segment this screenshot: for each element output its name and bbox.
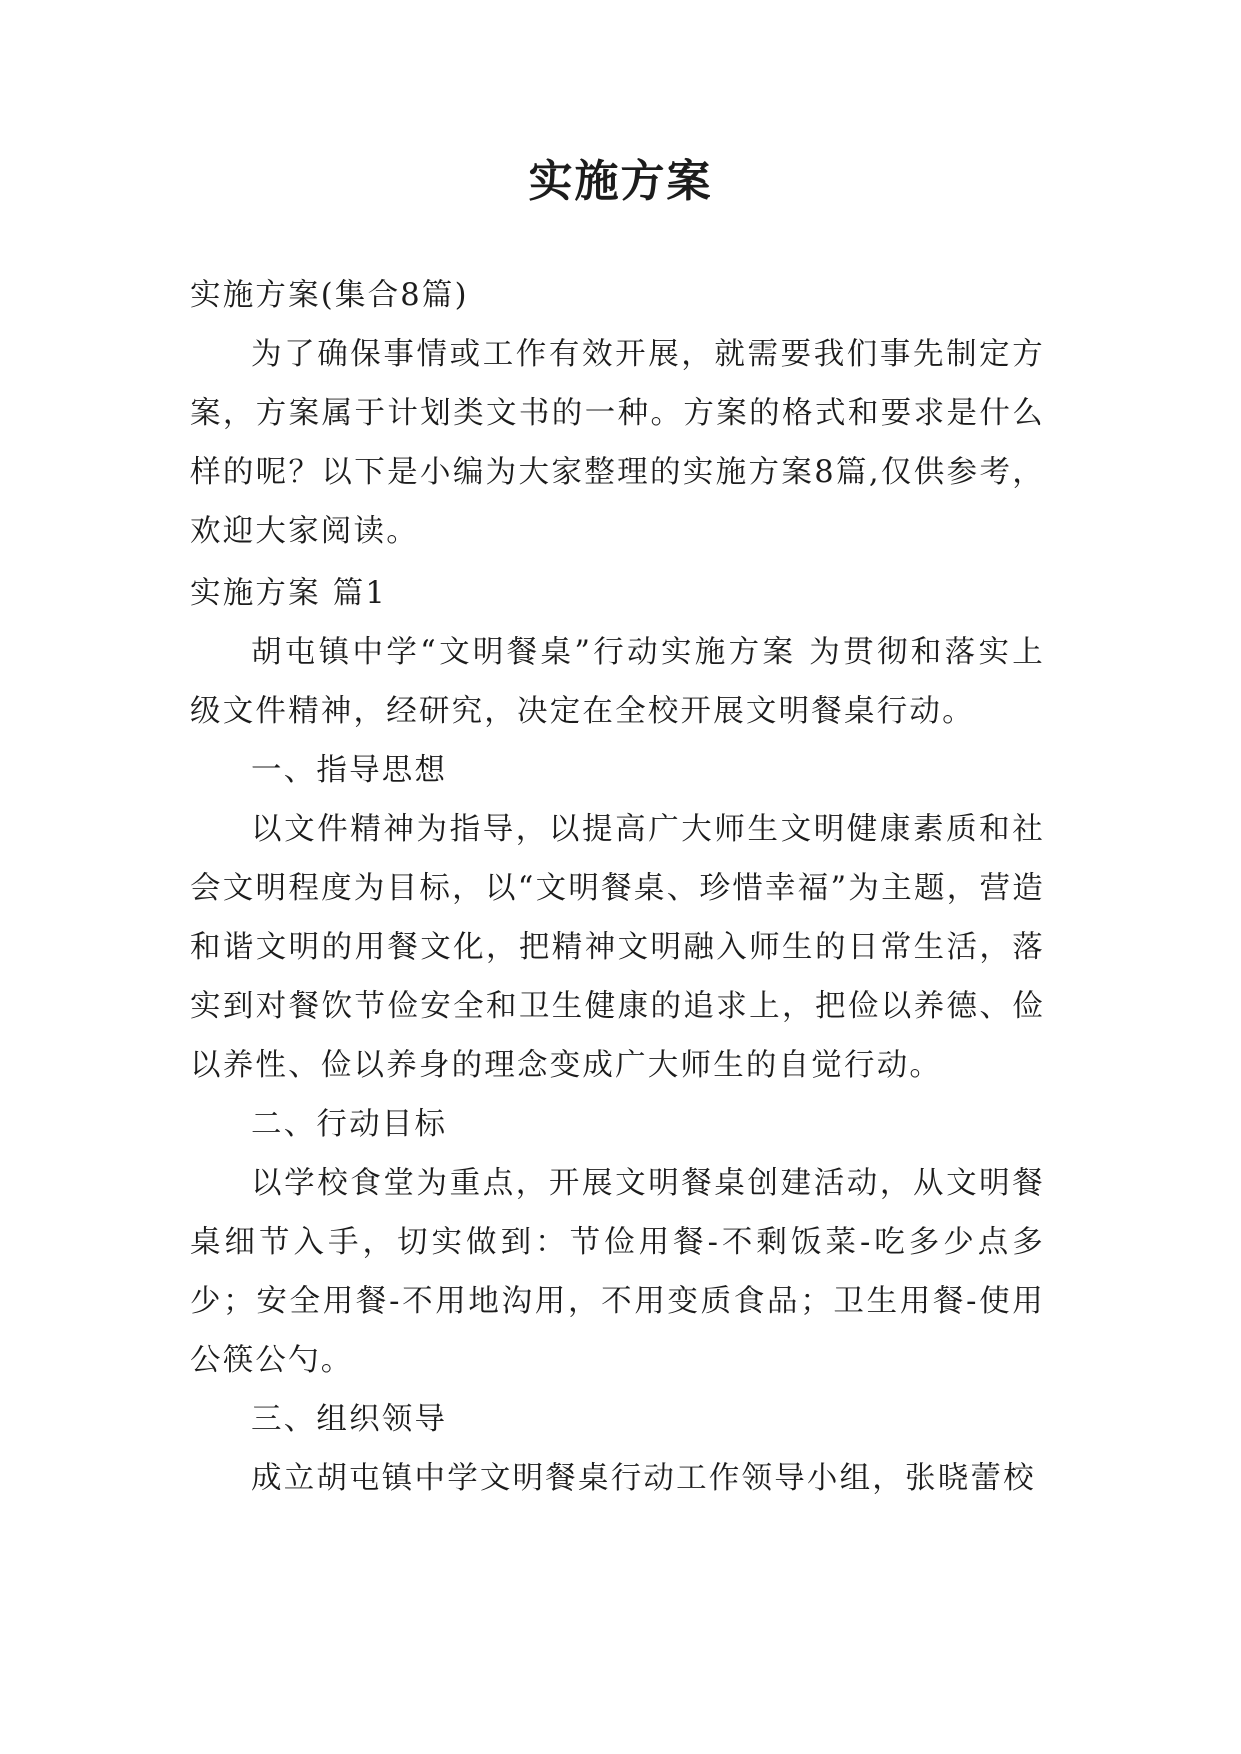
document-subtitle: 实施方案(集合8篇) — [190, 278, 469, 313]
heading-organization-leadership: 三、组织领导 — [251, 1402, 448, 1437]
section-heading: 实施方案 篇1 — [190, 576, 387, 611]
document-title: 实施方案 — [528, 156, 713, 207]
intro-paragraph: 为了确保事情或工作有效开展，就需要我们事先制定方案，方案属于计划类文书的一种。方案的格式和要求是什么样的呢？以下是小编为大家整理的实施方案8篇,仅供参考，欢迎大家阅读。 — [190, 337, 1045, 549]
body-paragraph: 以文件精神为指导，以提高广大师生文明健康素质和社会文明程度为目标，以“文明餐桌、珍惜幸福”为主题，营造和谐文明的用餐文化，把精神文明融入师生的日常生活，落实到对餐饮节俭安全和卫生健康的追求上，把俭以养德、俭以养性、俭以养身的理念变成广大师生的自觉行动。 — [190, 812, 1045, 1083]
heading-guiding-ideology: 一、指导思想 — [251, 753, 448, 788]
body-paragraph: 成立胡屯镇中学文明餐桌行动工作领导小组，张晓蕾校 — [251, 1461, 1036, 1496]
body-paragraph: 胡屯镇中学“文明餐桌”行动实施方案 为贯彻和落实上级文件精神，经研究，决定在全校开展文明餐桌行动。 — [190, 635, 1045, 729]
heading-action-goals: 二、行动目标 — [251, 1107, 448, 1142]
body-paragraph: 以学校食堂为重点，开展文明餐桌创建活动，从文明餐桌细节入手，切实做到：节俭用餐-不剩饭菜-吃多少点多少；安全用餐-不用地沟用，不用变质食品；卫生用餐-使用公筷公勺。 — [190, 1166, 1045, 1378]
